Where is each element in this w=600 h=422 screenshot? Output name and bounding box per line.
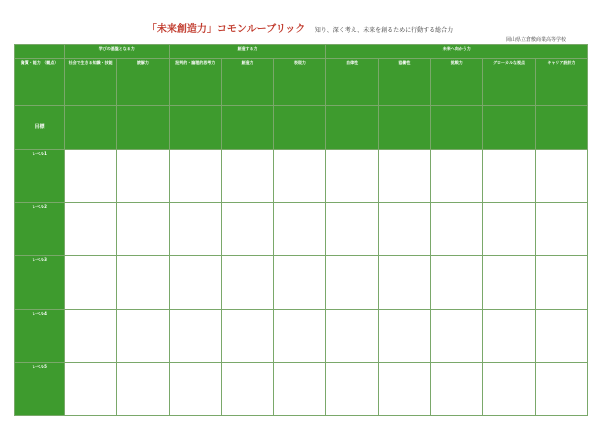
goal-row <box>15 105 588 149</box>
level-cell <box>221 203 273 256</box>
goal-cell <box>326 105 378 149</box>
level-cell <box>535 362 587 415</box>
level-label: レベル3 <box>15 256 65 309</box>
level-cell <box>117 309 169 362</box>
group-header-row <box>15 45 588 59</box>
level-cell <box>326 150 378 203</box>
level-cell <box>221 256 273 309</box>
level-cell <box>378 203 430 256</box>
level-cell <box>117 150 169 203</box>
title-main: 「未来創造力」コモンルーブリック <box>146 24 306 35</box>
level-row <box>15 256 588 309</box>
level-cell <box>65 150 117 203</box>
level-cell <box>483 256 535 309</box>
level-cell <box>535 309 587 362</box>
goal-cell <box>65 105 117 149</box>
level-cell <box>535 256 587 309</box>
level-cell <box>326 203 378 256</box>
group-header: 未来へ向かう力 <box>326 45 588 59</box>
level-cell <box>65 256 117 309</box>
level-cell <box>274 362 326 415</box>
level-cell <box>431 203 483 256</box>
level-cell <box>431 362 483 415</box>
goal-cell <box>483 105 535 149</box>
rubric-table <box>14 44 588 416</box>
level-row <box>15 203 588 256</box>
level-cell <box>483 362 535 415</box>
level-cell <box>431 256 483 309</box>
column-header: 読解力 <box>117 59 169 106</box>
level-label: レベル2 <box>15 203 65 256</box>
column-header: 批判的・論理的思考力 <box>169 59 221 106</box>
level-cell <box>378 309 430 362</box>
level-cell <box>431 150 483 203</box>
column-header: 挑戦力 <box>431 59 483 106</box>
level-cell <box>535 203 587 256</box>
goal-cell <box>431 105 483 149</box>
level-cell <box>65 309 117 362</box>
level-cell <box>431 309 483 362</box>
column-header: 表現力 <box>274 59 326 106</box>
level-cell <box>65 203 117 256</box>
goal-cell <box>117 105 169 149</box>
level-row <box>15 309 588 362</box>
goal-cell <box>535 105 587 149</box>
level-cell <box>326 362 378 415</box>
column-header: 創造力 <box>221 59 273 106</box>
level-cell <box>326 256 378 309</box>
level-cell <box>65 362 117 415</box>
level-cell <box>169 309 221 362</box>
column-header: 社会で生きる知識・技能 <box>65 59 117 106</box>
level-cell <box>274 150 326 203</box>
level-cell <box>326 309 378 362</box>
group-header: 学びの基盤となる力 <box>65 45 170 59</box>
column-header-row <box>15 59 588 106</box>
goal-cell <box>221 105 273 149</box>
level-cell <box>483 309 535 362</box>
level-cell <box>117 362 169 415</box>
level-row <box>15 150 588 203</box>
level-cell <box>274 309 326 362</box>
page-title <box>0 20 600 35</box>
level-label: レベル1 <box>15 150 65 203</box>
level-label: レベル5 <box>15 362 65 415</box>
level-cell <box>221 309 273 362</box>
level-cell <box>378 362 430 415</box>
column-header: 協働性 <box>378 59 430 106</box>
row-header-label: 資質・能力 （観点） <box>15 59 65 106</box>
level-cell <box>483 150 535 203</box>
level-cell <box>221 362 273 415</box>
level-cell <box>169 150 221 203</box>
title-subtitle: 知り、深く考え、未来を創るために行動する総合力 <box>314 27 454 34</box>
level-cell <box>274 256 326 309</box>
level-cell <box>535 150 587 203</box>
level-cell <box>169 256 221 309</box>
column-header: 自律性 <box>326 59 378 106</box>
level-cell <box>483 203 535 256</box>
level-cell <box>117 203 169 256</box>
level-label: レベル4 <box>15 309 65 362</box>
level-cell <box>221 150 273 203</box>
table-corner <box>15 45 65 59</box>
column-header: グローカルな視点 <box>483 59 535 106</box>
level-cell <box>378 150 430 203</box>
level-cell <box>169 203 221 256</box>
column-header: キャリア設計力 <box>535 59 587 106</box>
level-cell <box>378 256 430 309</box>
goal-cell <box>274 105 326 149</box>
goal-label: 目標 <box>15 105 65 149</box>
school-name: 岡山県立倉敷商業高等学校 <box>505 37 566 43</box>
level-cell <box>274 203 326 256</box>
group-header: 創造する力 <box>169 45 326 59</box>
goal-cell <box>378 105 430 149</box>
level-cell <box>117 256 169 309</box>
goal-cell <box>169 105 221 149</box>
level-row <box>15 362 588 415</box>
level-cell <box>169 362 221 415</box>
